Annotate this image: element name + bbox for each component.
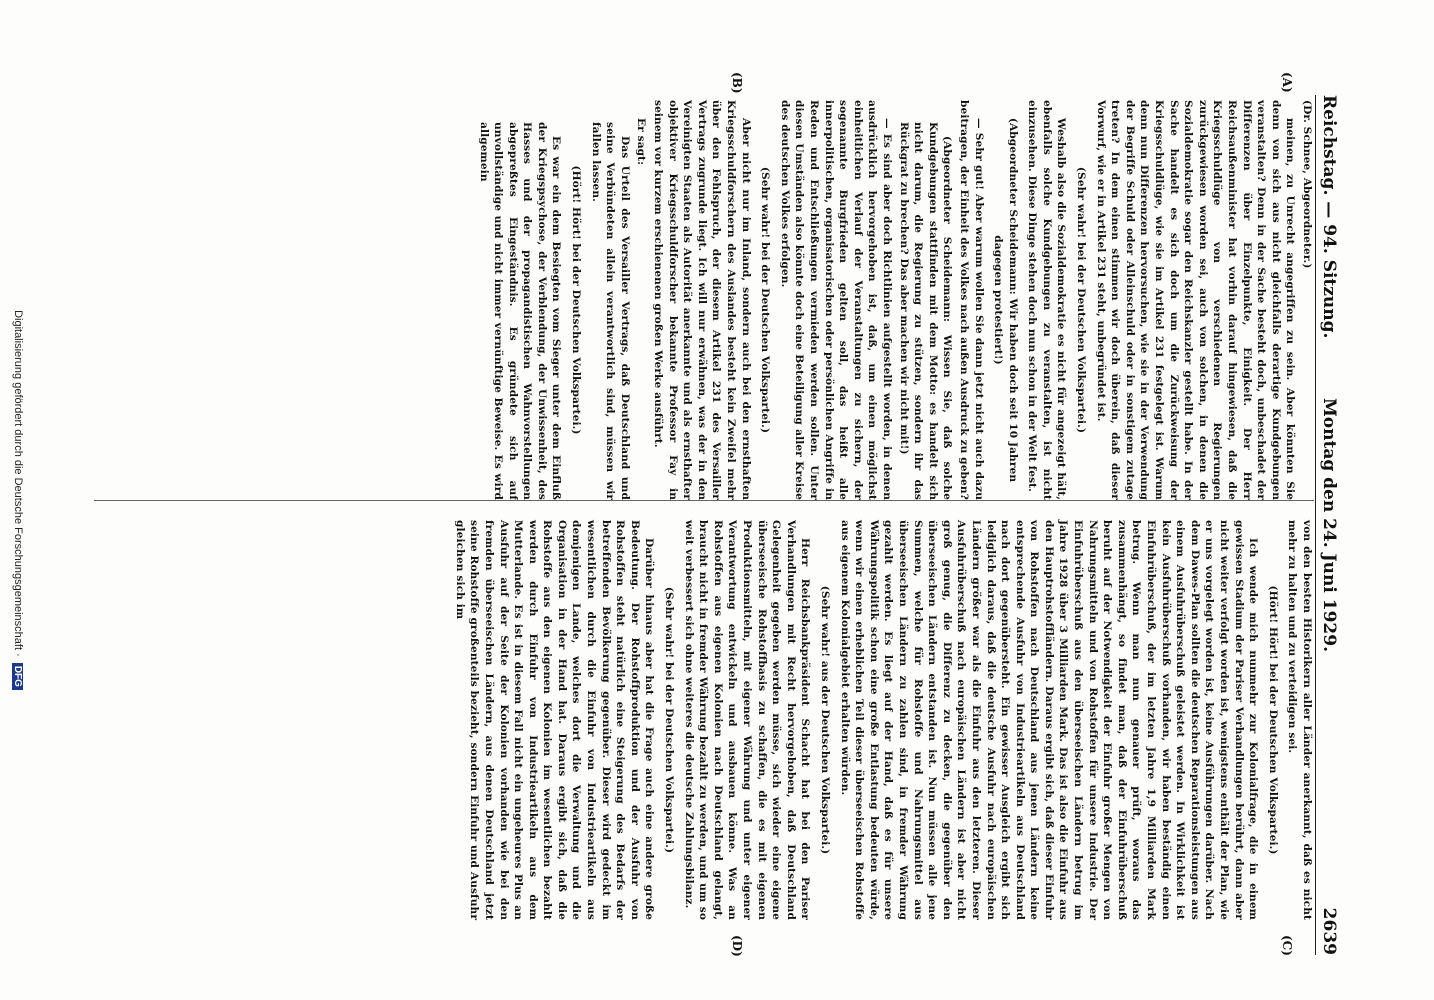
paragraph: Es war ein dem Besiegten vom Sieger unter dem Einfluß der Kriegspsychose, der Verblendung, der Unwissenheit, des Hasses und der propagandistischen Wahnvorstellungen abgepreßtes Eingeständnis. Es gründete sich auf unvollständige und nicht immer vernünftige Beweise. Es wird allgemein (477, 122, 563, 500)
header-center: Montag den 24. Juni 1929. (1319, 397, 1339, 653)
interjection: (Sehr wahr! bei der Deutschen Volkspartei.) (759, 166, 772, 434)
interjection: (Sehr wahr! bei der Deutschen Volkspartei.) (663, 586, 676, 854)
footer (12, 0, 24, 1000)
paragraph: Weshalb also die Sozialdemokratie es nicht für angezeigt hält, ebenfalls solche Kundgebungen zu veranstalten, ist nicht einzusehen. Diese Dinge stehen doch nun schon in der Welt fest. (1026, 100, 1068, 500)
interjection: (Hört! Hört! bei der Deutschen Volkspartei.) (1266, 585, 1279, 855)
footer-text: Digitalisierung gefördert durch die Deutsche Forschungsgemeinschaft · (12, 310, 24, 657)
paragraph: (Abgeordneter Scheidemann: Wissen Sie, daß solche Kundgebungen stattfinden mit dem Motto: es handelt sich nicht darum, die Regierung zu stützen, sondern ihr das Rückgrat zu brechen? Das aber machen wir nicht mit!) (897, 122, 954, 500)
paragraph: Darüber hinaus aber hat die Frage auch eine andere große Bedeutung. Der Rohstoffproduktion und der Ausfuhr von Rohstoffen steht natürlich eine Steigerung des Bedarfs der betreffenden Bevölkerung gegenüber. Dieser wird gedeckt im wesentlichen durch die Einfuhr von Industrieartikeln aus demjenigen Lande, welches dort die Verwaltung und die Organisation in der Hand hat. Daraus ergibt sich, daß die Rohstoffe aus den eigenen Kolonien im wesentlichen bezahlt werden durch Einfuhr von Industrieartikeln aus dem Mutterlande. Es ist in diesem Fall nicht ein ungeheures Plus an Ausfuhr auf der Seite der Kolonien vorhanden wie bei den fremden überseeischen Ländern, aus denen Deutschland jetzt seine Rohstoffe großenteils bezieht, sondern Einfuhr und Ausfuhr gleichen sich im (453, 520, 656, 920)
left-column (474, 100, 1314, 500)
paragraph: meinen, zu Unrecht angegriffen zu sein. Aber könnten Sie denn von sich aus nicht gleichfalls derartige Kundgebungen veranstalten? Denn in der Sache besteht doch, unbeschadet der Differenzen über Einzelpunkte, Einigkeit. Der Herr Reichsaußenminister hat vorhin darauf hingewiesen, daß die Kriegsschuldlüge von verschiedenen Regierungen zurückgewiesen worden sei, auch von solchen, in denen die Sozialdemokratie sogar den Reichskanzler gestellt habe. In der Sache handelt es sich doch um die Zurückweisung der Kriegsschuldlüge, wie sie im Artikel 231 festgelegt ist. Warum denn nun Differenzen hervorsuchen, wie sie in der Verwendung der Begriffe Schuld oder Alleinschuld oder in sonstigem zutage treten? In dem einen stimmen wir doch überein, daß dieser Vorwurf, wie er in Artikel 231 steht, unbegründet ist. (1094, 100, 1297, 500)
interjection: (Abgeordneter Scheidemann: Wir haben doch seit 10 Jahren dagegen protestiert!) (992, 117, 1019, 483)
paragraph: (Dr. Schnee, Abgeordneter.) (1301, 100, 1313, 269)
paragraph: Das Urteil des Versailler Vertrags, daß Deutschland und seine Verbündeten allein verantwortlich sind, müssen wir fallen lassen. (589, 122, 631, 500)
dfg-logo: DFG (12, 663, 23, 690)
interjection: (Hört! Hört! bei der Deutschen Volkspartei.) (570, 165, 583, 435)
paragraph: — Es sind aber doch Richtlinien aufgestellt worden, in denen ausdrücklich hervorgehoben ist, daß, um einen möglichst einheitlichen Verlauf der Veranstaltungen zu sichern, der sogenannte Burgfrieden gelten soll, das heißt alle innerpolitischen, organisatorischen oder persönlichen Angriffe in Reden und Entschließungen vermieden werden sollen. Unter diesen Umständen also könnte doch eine Beteiligung aller Kreise des deutschen Volkes erfolgen. (778, 100, 893, 500)
page-header (1315, 95, 1349, 955)
paragraph: von den besten Historikern aller Länder anerkannt, daß es nicht mehr zu halten und zu verteidigen sei. (1286, 520, 1313, 920)
margin-marker-c: (C) (1280, 935, 1294, 956)
interjection: (Sehr wahr! bei der Deutschen Volkspartei.) (1075, 166, 1088, 434)
paragraph: Aber nicht nur im Inland, sondern auch bei den ernsthaften Kriegsschuldforschern des Auslandes besteht kein Zweifel mehr über den Fehlspruch, der diesem Artikel 231 des Versailler Vertrags zugrunde liegt. Ich will nur erwähnen, was der in den Vereinigten Staaten als Autorität anerkannte und als ernsthafter objektiver Kriegsschuldforscher bekannte Professor Fay in seinem vor kurzem erschienenen großen Werke ausführt. (652, 100, 752, 500)
margin-marker-a: (A) (1280, 72, 1294, 93)
header-left: Reichstag. — 94. Sitzung. (1319, 95, 1339, 339)
right-column (450, 520, 1314, 920)
interjection: (Sehr wahr! aus der Deutschen Volkspartei.) (819, 585, 831, 855)
paragraph: Herr Reichsbankpräsident Schacht hat bei den Pariser Verhandlungen mit Recht hervorgehoben, daß Deutschland Gelegenheit gegeben werden müsse, sich wieder eine eigene überseeische Rohstoffbasis zu schaffen, die es mit eigenen Produktionsmitteln, mit eigener Währung und unter eigener Verantwortung entwickeln und ausbauen könne. Was an Rohstoffen aus eigenen Kolonien nach Deutschland gelangt, braucht nicht in fremder Währung bezahlt zu werden, und um so weit verbessert sich ohne weiteres die deutsche Zahlungsbilanz. (682, 520, 812, 920)
page-number: 2639 (1319, 907, 1339, 955)
column-divider (94, 500, 1314, 501)
paragraph: — Sehr gut! Aber warum wollen Sie dann jetzt nicht auch dazu beitragen, der Einheit des Volkes nach außen Ausdruck zu geben? (957, 100, 985, 500)
paragraph: Er sagt: (635, 118, 648, 166)
paragraph: Ich wende mich nunmehr zur Kolonialfrage, die in einem gewissen Stadium der Pariser Verhandlungen berührt, dann aber nicht weiter verfolgt worden ist, wenigstens enthält der Plan, wie er uns vorgelegt worden ist, keine Ausführungen darüber. Nach dem Dawes-Plan sollten die deutschen Reparationsleistungen aus einem Ausfuhrüberschuß geleistet werden. In Wirklichkeit ist kein Ausfuhrüberschuß vorhanden, wir haben beständig einen Einfuhrüberschuß, der im letzten Jahre 1,9 Milliarden Mark betrug. Wenn man nun genauer prüft, woraus das zusammenhängt, so findet man, daß der Einfuhrüberschuß beruht auf der Notwendigkeit der Einfuhr großer Mengen von Nahrungsmitteln und von Rohstoffen für unsere Industrie. Der Einfuhrüberschuß aus den überseeischen Ländern betrug im Jahre 1928 über 3 Milliarden Mark. Das ist also die Einfuhr aus den Hauptrohstoffländern. Daraus ergibt sich, daß dieser Einfuhr von Rohstoffen nach Deutschland aus jenen Ländern keine entsprechende Ausfuhr von Industrieartikeln aus Deutschland nach dort gegenübersteht. Ein gewisser Ausgleich ergibt sich lediglich daraus, daß die deutsche Ausfuhr nach europäischen Ländern größer war als die Einfuhr aus den letzteren. Dieser Ausfuhrüberschuß nach europäischen Ländern ist aber nicht groß genug, die Differenz zu decken, die gegenüber den überseeischen Ländern entstanden ist. Nun müssen alle jene Summen, welche für Rohstoffe und Nahrungsmittel aus überseeischen Ländern zu zahlen sind, in fremder Währung gezahlt werden. Es liegt auf der Hand, daß es für unsere Währungspolitik schon eine große Entlastung bedeuten würde, wenn wir einen erheblichen Teil dieser überseeischen Rohstoffe aus eigenem Kolonialgebiet erhalten würden. (838, 520, 1260, 920)
margin-marker-b: (B) (730, 72, 744, 94)
margin-marker-d: (D) (730, 935, 744, 957)
